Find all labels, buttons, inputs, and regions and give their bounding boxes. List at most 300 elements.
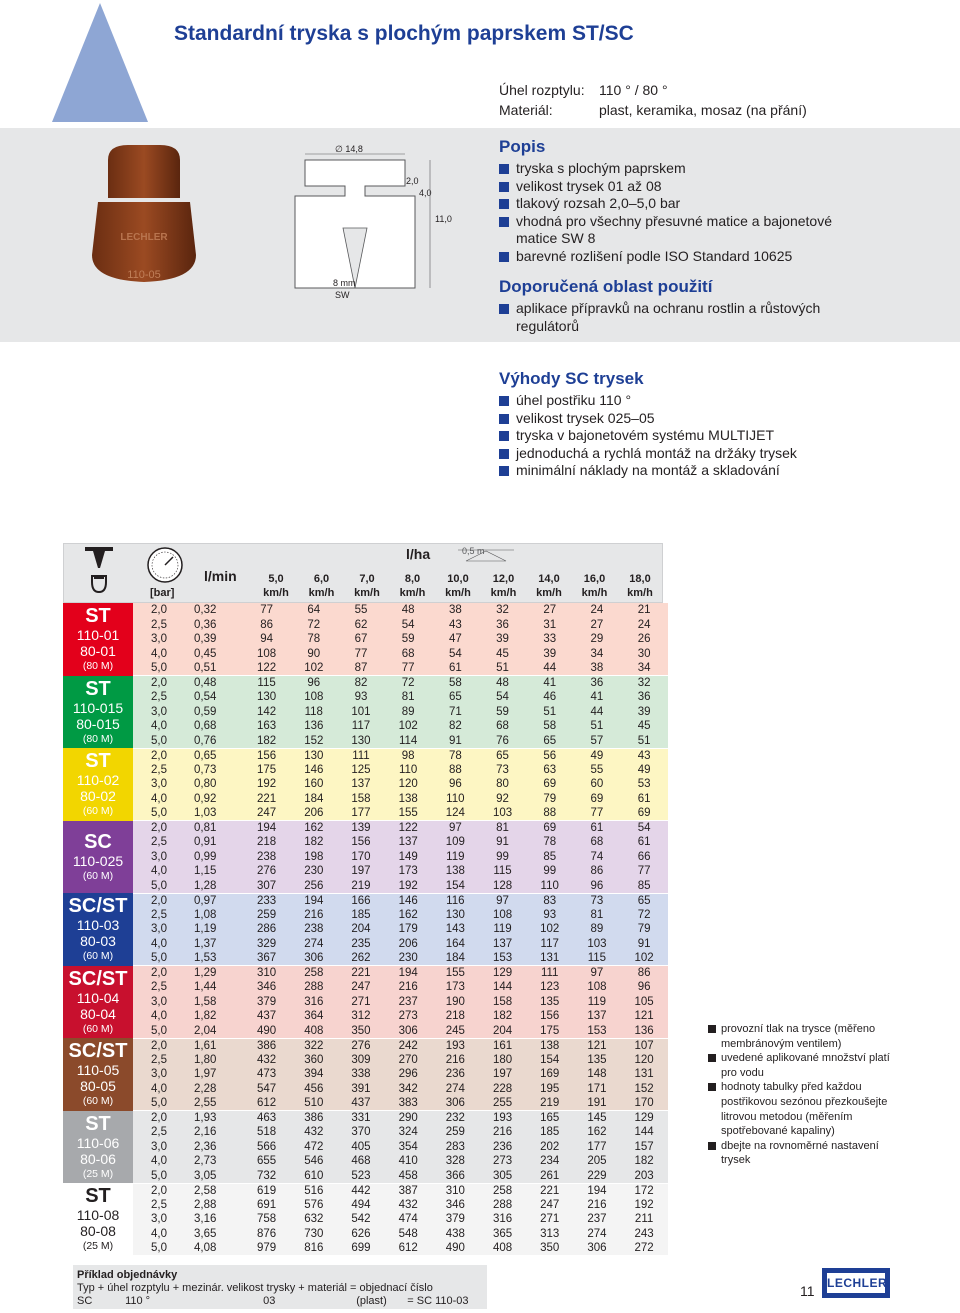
rate-cell: 170 bbox=[634, 1097, 654, 1109]
nozzle-label-line: (60 M) bbox=[82, 950, 114, 963]
rate-cell: 61 bbox=[590, 822, 604, 834]
rate-cell: 177 bbox=[587, 1140, 607, 1153]
pressure-cell: 2,0 bbox=[151, 604, 167, 617]
rate-cell: 175 bbox=[257, 763, 277, 776]
rate-cell: 68 bbox=[401, 647, 415, 660]
rate-cell: 107 bbox=[634, 1039, 654, 1052]
pressure-cell: 2,0 bbox=[151, 1184, 167, 1197]
rate-cell: 242 bbox=[398, 1039, 418, 1052]
rate-cell: 234 bbox=[540, 1155, 560, 1168]
rate-cell: 145 bbox=[587, 1112, 607, 1124]
nozzle-technical-drawing bbox=[265, 138, 465, 308]
rate-cell: 139 bbox=[351, 822, 371, 834]
rate-cell: 120 bbox=[398, 778, 418, 791]
rate-cell: 32 bbox=[637, 677, 651, 689]
rate-cell: 108 bbox=[492, 908, 513, 921]
rate-cell: 270 bbox=[398, 1053, 418, 1066]
table-row bbox=[63, 879, 668, 894]
table-row bbox=[63, 1067, 668, 1082]
rate-cell: 236 bbox=[492, 1140, 513, 1153]
order-angle: 110 ° bbox=[125, 1295, 151, 1307]
rate-cell: 192 bbox=[634, 1198, 654, 1211]
rate-cell: 548 bbox=[398, 1227, 418, 1240]
rate-cell: 118 bbox=[304, 705, 323, 718]
rate-cell: 47 bbox=[448, 633, 462, 646]
rate-cell: 360 bbox=[304, 1053, 324, 1066]
table-row bbox=[63, 763, 668, 778]
rate-cell: 979 bbox=[257, 1242, 277, 1254]
rate-cell: 36 bbox=[496, 618, 509, 631]
rate-cell: 182 bbox=[634, 1155, 654, 1168]
rate-cell: 610 bbox=[304, 1169, 324, 1182]
nozzle-label-line: SC/ST bbox=[68, 967, 128, 990]
rate-cell: 165 bbox=[540, 1112, 560, 1124]
rate-cell: 36 bbox=[590, 677, 604, 689]
rate-cell: 77 bbox=[590, 807, 604, 819]
rate-cell: 31 bbox=[543, 618, 557, 631]
rate-cell: 137 bbox=[587, 1010, 607, 1023]
rate-cell: 331 bbox=[351, 1112, 371, 1124]
rate-cell: 184 bbox=[304, 792, 324, 805]
rate-cell: 51 bbox=[590, 720, 604, 733]
rate-cell: 119 bbox=[587, 995, 607, 1008]
table-row bbox=[63, 1096, 668, 1111]
rate-cell: 162 bbox=[304, 822, 324, 834]
table-row bbox=[63, 806, 668, 821]
rate-cell: 408 bbox=[492, 1242, 513, 1254]
rate-cell: 228 bbox=[492, 1082, 513, 1095]
rate-cell: 54 bbox=[448, 647, 462, 660]
rate-cell: 192 bbox=[398, 879, 418, 892]
nozzle-label-line: 80-03 bbox=[80, 933, 116, 950]
rate-cell: 366 bbox=[445, 1169, 465, 1182]
note-item: hodnoty tabulky před každou postřikovou sezónou přezkoušejte litrovou metodou (měřením spotřebované kapaliny) bbox=[708, 1080, 908, 1138]
speed-header: 8,0 km/h bbox=[399, 573, 426, 599]
order-example-box bbox=[73, 1265, 487, 1309]
rate-cell: 55 bbox=[590, 763, 604, 776]
table-row bbox=[63, 893, 668, 908]
rate-cell: 732 bbox=[257, 1169, 277, 1182]
nozzle-group-label bbox=[63, 676, 133, 749]
rate-cell: 130 bbox=[445, 908, 465, 921]
rate-cell: 205 bbox=[587, 1155, 607, 1168]
rate-cell: 177 bbox=[351, 807, 371, 819]
rate-cell: 110 bbox=[446, 792, 465, 805]
rate-cell: 576 bbox=[304, 1198, 324, 1211]
rate-cell: 110 bbox=[540, 879, 559, 892]
speed-header: 16,0 km/h bbox=[581, 573, 608, 599]
nozzle-label-line: 110-015 bbox=[72, 699, 124, 716]
rate-cell: 216 bbox=[492, 1126, 513, 1139]
rate-cell: 547 bbox=[257, 1082, 277, 1095]
rate-cell: 235 bbox=[351, 937, 371, 950]
flow-cell: 4,08 bbox=[194, 1242, 217, 1254]
rate-cell: 108 bbox=[587, 981, 607, 994]
table-row bbox=[63, 1125, 668, 1140]
rate-cell: 117 bbox=[351, 720, 371, 733]
pressure-cell: 5,0 bbox=[151, 1242, 167, 1254]
nozzle-label-line: (60 M) bbox=[82, 805, 114, 818]
list-item: velikost trysek 025–05 bbox=[499, 410, 797, 428]
pressure-cell: 3,0 bbox=[151, 1068, 167, 1081]
flow-cell: 2,88 bbox=[194, 1198, 217, 1211]
rate-cell: 82 bbox=[448, 720, 462, 733]
rate-cell: 474 bbox=[398, 1213, 418, 1226]
rate-cell: 138 bbox=[398, 792, 418, 805]
rate-cell: 193 bbox=[445, 1039, 465, 1052]
rate-cell: 316 bbox=[492, 1213, 513, 1226]
rate-cell: 410 bbox=[398, 1155, 418, 1168]
nozzle-label-line: SC/ST bbox=[68, 1040, 128, 1063]
rate-cell: 72 bbox=[401, 677, 415, 689]
rate-cell: 64 bbox=[307, 604, 321, 617]
flow-cell: 0,80 bbox=[194, 778, 217, 791]
pressure-cell: 3,0 bbox=[151, 1213, 167, 1226]
flow-cell: 2,04 bbox=[194, 1024, 217, 1037]
rate-cell: 566 bbox=[257, 1140, 277, 1153]
nozzle-label-line: 110-05 bbox=[76, 1062, 120, 1079]
table-row bbox=[63, 1241, 668, 1256]
flow-cell: 0,48 bbox=[194, 677, 217, 689]
speed-header: 6,0 km/h bbox=[308, 573, 335, 599]
rate-cell: 258 bbox=[304, 967, 324, 979]
spray-height-label: 0,5 m bbox=[462, 546, 485, 556]
flow-cell: 2,73 bbox=[194, 1155, 217, 1168]
nozzle-label-line: 110-04 bbox=[76, 989, 120, 1006]
flow-cell: 0,54 bbox=[194, 691, 217, 704]
table-row bbox=[63, 719, 668, 734]
table-row bbox=[63, 734, 668, 749]
section-heading: Doporučená oblast použití bbox=[499, 277, 713, 296]
rate-cell: 156 bbox=[540, 1010, 560, 1023]
rate-cell: 96 bbox=[448, 778, 462, 791]
rate-cell: 274 bbox=[445, 1082, 465, 1095]
rate-cell: 612 bbox=[257, 1097, 277, 1109]
table-row bbox=[63, 748, 668, 763]
nozzle-label-line: 110-06 bbox=[76, 1134, 120, 1151]
rate-cell: 158 bbox=[492, 995, 513, 1008]
rate-cell: 65 bbox=[496, 749, 509, 762]
rate-cell: 163 bbox=[257, 720, 277, 733]
rate-cell: 192 bbox=[257, 778, 277, 791]
rate-cell: 38 bbox=[590, 662, 604, 674]
nozzle-code-mark: 110-05 bbox=[127, 269, 161, 281]
nozzle-group-label bbox=[63, 821, 133, 894]
rate-cell: 274 bbox=[587, 1227, 607, 1240]
rate-cell: 154 bbox=[540, 1053, 560, 1066]
rate-cell: 197 bbox=[351, 865, 371, 878]
rate-cell: 876 bbox=[257, 1227, 277, 1240]
rate-cell: 310 bbox=[445, 1184, 465, 1197]
rate-cell: 313 bbox=[540, 1227, 560, 1240]
rate-cell: 408 bbox=[304, 1024, 324, 1037]
flow-cell: 2,28 bbox=[194, 1082, 217, 1095]
list-item: barevné rozlišení podle ISO Standard 10625 bbox=[499, 248, 869, 266]
rate-cell: 88 bbox=[448, 763, 462, 776]
flow-cell: 1,53 bbox=[194, 952, 217, 964]
rate-cell: 135 bbox=[540, 995, 560, 1008]
rate-cell: 119 bbox=[493, 923, 512, 936]
rate-cell: 68 bbox=[496, 720, 509, 733]
table-row bbox=[63, 864, 668, 879]
dim-label: 4,0 bbox=[419, 188, 432, 198]
rate-cell: 56 bbox=[543, 749, 557, 762]
rate-cell: 206 bbox=[304, 807, 324, 819]
rate-cell: 290 bbox=[398, 1112, 418, 1124]
rate-cell: 316 bbox=[304, 995, 324, 1008]
table-row bbox=[63, 980, 668, 995]
rate-cell: 612 bbox=[398, 1242, 418, 1254]
rate-cell: 182 bbox=[492, 1010, 513, 1023]
rate-cell: 130 bbox=[351, 734, 371, 747]
flow-cell: 0,39 bbox=[194, 633, 217, 646]
rate-cell: 494 bbox=[351, 1198, 371, 1211]
rate-cell: 383 bbox=[398, 1097, 418, 1109]
usage-section bbox=[499, 276, 869, 335]
rate-cell: 61 bbox=[448, 662, 462, 674]
pressure-cell: 2,0 bbox=[151, 1112, 167, 1124]
notes-list bbox=[708, 1022, 908, 1168]
rate-cell: 82 bbox=[354, 677, 368, 689]
table-row bbox=[63, 1038, 668, 1053]
flow-cell: 1,82 bbox=[194, 1010, 217, 1023]
page-title: Standardní tryska s plochým paprskem ST/SC bbox=[174, 22, 634, 45]
flow-cell: 3,05 bbox=[194, 1169, 217, 1182]
rate-cell: 53 bbox=[637, 778, 651, 791]
rate-cell: 195 bbox=[540, 1082, 560, 1095]
table-row bbox=[63, 1183, 668, 1198]
flow-cell: 1,37 bbox=[194, 937, 217, 950]
nozzle-label-line: 110-03 bbox=[76, 917, 120, 934]
pressure-cell: 2,0 bbox=[151, 967, 167, 979]
rate-cell: 542 bbox=[351, 1213, 371, 1226]
rate-cell: 83 bbox=[543, 894, 557, 907]
note-item: uvedené aplikované množství platí pro vodu bbox=[708, 1051, 908, 1080]
flow-cell: 0,92 bbox=[194, 792, 217, 805]
nozzle-group-label bbox=[63, 1183, 133, 1256]
nozzle-label-line: SC/ST bbox=[68, 895, 128, 918]
rate-cell: 48 bbox=[496, 677, 509, 689]
rate-cell: 516 bbox=[304, 1184, 324, 1197]
rate-cell: 79 bbox=[637, 923, 651, 936]
order-number: = SC 110-03 bbox=[407, 1295, 469, 1307]
rate-cell: 296 bbox=[398, 1068, 418, 1081]
flow-cell: 0,97 bbox=[194, 894, 217, 907]
rate-cell: 89 bbox=[401, 705, 415, 718]
rate-cell: 273 bbox=[492, 1155, 513, 1168]
rate-cell: 24 bbox=[637, 618, 651, 631]
rate-cell: 166 bbox=[351, 894, 371, 907]
rate-cell: 247 bbox=[257, 807, 277, 819]
rate-cell: 54 bbox=[401, 618, 415, 631]
rate-cell: 216 bbox=[304, 908, 324, 921]
rate-cell: 432 bbox=[398, 1198, 418, 1211]
nozzle-label-line: ST bbox=[85, 1185, 111, 1208]
rate-cell: 65 bbox=[543, 734, 557, 747]
rate-cell: 442 bbox=[351, 1184, 371, 1197]
rate-cell: 216 bbox=[398, 981, 418, 994]
rate-cell: 262 bbox=[351, 952, 371, 964]
table-row bbox=[63, 777, 668, 792]
rate-cell: 229 bbox=[587, 1169, 607, 1182]
pressure-cell: 2,5 bbox=[151, 1198, 167, 1211]
rate-cell: 24 bbox=[590, 604, 604, 617]
rate-cell: 170 bbox=[351, 850, 371, 863]
rate-cell: 157 bbox=[634, 1140, 654, 1153]
flow-cell: 1,44 bbox=[194, 981, 217, 994]
rate-cell: 216 bbox=[587, 1198, 607, 1211]
rate-cell: 65 bbox=[637, 894, 651, 907]
rate-cell: 432 bbox=[257, 1053, 277, 1066]
flow-cell: 0,73 bbox=[194, 763, 217, 776]
rate-cell: 518 bbox=[257, 1126, 277, 1139]
rate-cell: 97 bbox=[448, 822, 462, 834]
flow-rate-table bbox=[63, 543, 663, 1256]
rate-cell: 96 bbox=[637, 981, 651, 994]
rate-cell: 91 bbox=[496, 836, 509, 849]
rate-cell: 237 bbox=[398, 995, 418, 1008]
rate-cell: 91 bbox=[448, 734, 462, 747]
rate-cell: 273 bbox=[398, 1010, 418, 1023]
rate-cell: 204 bbox=[351, 923, 371, 936]
rate-cell: 218 bbox=[257, 836, 277, 849]
rate-cell: 354 bbox=[398, 1140, 418, 1153]
nozzle-label-line: 80-04 bbox=[80, 1005, 116, 1022]
rate-cell: 78 bbox=[543, 836, 557, 849]
rate-cell: 243 bbox=[634, 1227, 654, 1240]
rate-cell: 271 bbox=[540, 1213, 560, 1226]
rate-cell: 87 bbox=[354, 662, 368, 674]
nozzle-label-line: (80 M) bbox=[82, 660, 114, 673]
rate-cell: 148 bbox=[587, 1068, 607, 1081]
rate-cell: 45 bbox=[637, 720, 651, 733]
rate-cell: 546 bbox=[304, 1155, 324, 1168]
table-row bbox=[63, 618, 668, 633]
rate-cell: 62 bbox=[354, 618, 368, 631]
rate-cell: 103 bbox=[587, 937, 607, 950]
section-heading: Výhody SC trysek bbox=[499, 369, 644, 388]
rate-cell: 58 bbox=[448, 677, 462, 689]
pressure-cell: 5,0 bbox=[151, 952, 167, 964]
spec-label: Materiál: bbox=[499, 102, 553, 118]
rate-cell: 142 bbox=[257, 705, 277, 718]
rate-cell: 758 bbox=[257, 1213, 277, 1226]
table-row bbox=[63, 1009, 668, 1024]
rate-cell: 90 bbox=[307, 647, 321, 660]
rate-cell: 386 bbox=[257, 1039, 277, 1052]
pressure-cell: 4,0 bbox=[151, 647, 167, 660]
rate-cell: 29 bbox=[590, 633, 604, 646]
pressure-cell: 2,0 bbox=[151, 822, 167, 834]
rate-cell: 238 bbox=[304, 923, 324, 936]
pressure-cell: 5,0 bbox=[151, 1169, 167, 1182]
nozzle-labels-column bbox=[63, 603, 133, 1256]
nozzle-group-label bbox=[63, 1111, 133, 1184]
rate-cell: 85 bbox=[637, 879, 651, 892]
rate-cell: 232 bbox=[445, 1112, 465, 1124]
rate-cell: 391 bbox=[351, 1082, 371, 1095]
rate-cell: 146 bbox=[304, 763, 324, 776]
table-row bbox=[63, 632, 668, 647]
rate-cell: 324 bbox=[398, 1126, 418, 1139]
rate-cell: 247 bbox=[540, 1198, 560, 1211]
rate-cell: 72 bbox=[637, 908, 651, 921]
rate-cell: 463 bbox=[257, 1112, 277, 1124]
flow-cell: 0,32 bbox=[194, 604, 217, 617]
order-material: (plast) bbox=[356, 1295, 387, 1307]
rate-cell: 307 bbox=[257, 879, 277, 892]
pressure-cell: 4,0 bbox=[151, 865, 167, 878]
rate-cell: 138 bbox=[445, 865, 465, 878]
rate-cell: 81 bbox=[496, 822, 509, 834]
list-item: tryska s plochým paprskem bbox=[499, 160, 869, 178]
rate-cell: 61 bbox=[637, 792, 651, 805]
rate-cell: 49 bbox=[637, 763, 651, 776]
table-row bbox=[63, 1154, 668, 1169]
rate-cell: 99 bbox=[543, 865, 557, 878]
sw-label: SW bbox=[335, 290, 350, 300]
rate-cell: 158 bbox=[351, 792, 371, 805]
rate-cell: 86 bbox=[590, 865, 604, 878]
lha-label: l/ha bbox=[406, 546, 431, 562]
rate-cell: 156 bbox=[351, 836, 371, 849]
flow-cell: 0,81 bbox=[194, 822, 217, 834]
rate-cell: 365 bbox=[492, 1227, 513, 1240]
nozzle-label-line: 110-01 bbox=[76, 627, 120, 644]
rate-cell: 130 bbox=[257, 691, 277, 704]
rate-cell: 288 bbox=[304, 981, 324, 994]
dim-label: 11,0 bbox=[435, 214, 452, 224]
rate-cell: 173 bbox=[398, 865, 418, 878]
nozzle-label-line: ST bbox=[85, 750, 111, 773]
rate-cell: 39 bbox=[496, 633, 509, 646]
rate-cell: 162 bbox=[398, 908, 418, 921]
rate-cell: 57 bbox=[590, 734, 604, 747]
pressure-cell: 2,0 bbox=[151, 749, 167, 762]
pressure-cell: 4,0 bbox=[151, 1155, 167, 1168]
rate-cell: 63 bbox=[543, 763, 557, 776]
rate-cell: 131 bbox=[634, 1068, 654, 1081]
rate-cell: 437 bbox=[351, 1097, 371, 1109]
rate-cell: 96 bbox=[590, 879, 604, 892]
data-table bbox=[63, 603, 668, 1256]
pressure-cell: 2,5 bbox=[151, 691, 167, 704]
rate-cell: 144 bbox=[492, 981, 513, 994]
rate-cell: 190 bbox=[445, 995, 465, 1008]
rate-cell: 272 bbox=[634, 1242, 654, 1254]
rate-cell: 310 bbox=[257, 967, 277, 979]
rate-cell: 245 bbox=[445, 1024, 465, 1037]
rate-cell: 230 bbox=[304, 865, 324, 878]
spec-value: plast, keramika, mosaz (na přání) bbox=[599, 102, 807, 118]
rate-cell: 152 bbox=[634, 1082, 654, 1095]
rate-cell: 77 bbox=[354, 647, 368, 660]
rate-cell: 27 bbox=[590, 618, 604, 631]
rate-cell: 386 bbox=[304, 1112, 324, 1124]
rate-cell: 432 bbox=[304, 1126, 324, 1139]
rate-cell: 306 bbox=[304, 952, 324, 964]
pressure-cell: 5,0 bbox=[151, 807, 167, 819]
rate-cell: 81 bbox=[590, 908, 604, 921]
rate-cell: 69 bbox=[543, 822, 557, 834]
rate-cell: 55 bbox=[354, 604, 368, 617]
rate-cell: 38 bbox=[448, 604, 462, 617]
rate-cell: 129 bbox=[492, 967, 513, 979]
nozzle-label-line: ST bbox=[85, 677, 111, 700]
flow-cell: 1,58 bbox=[194, 995, 217, 1008]
rate-cell: 211 bbox=[634, 1213, 654, 1226]
rate-cell: 115 bbox=[493, 865, 512, 878]
